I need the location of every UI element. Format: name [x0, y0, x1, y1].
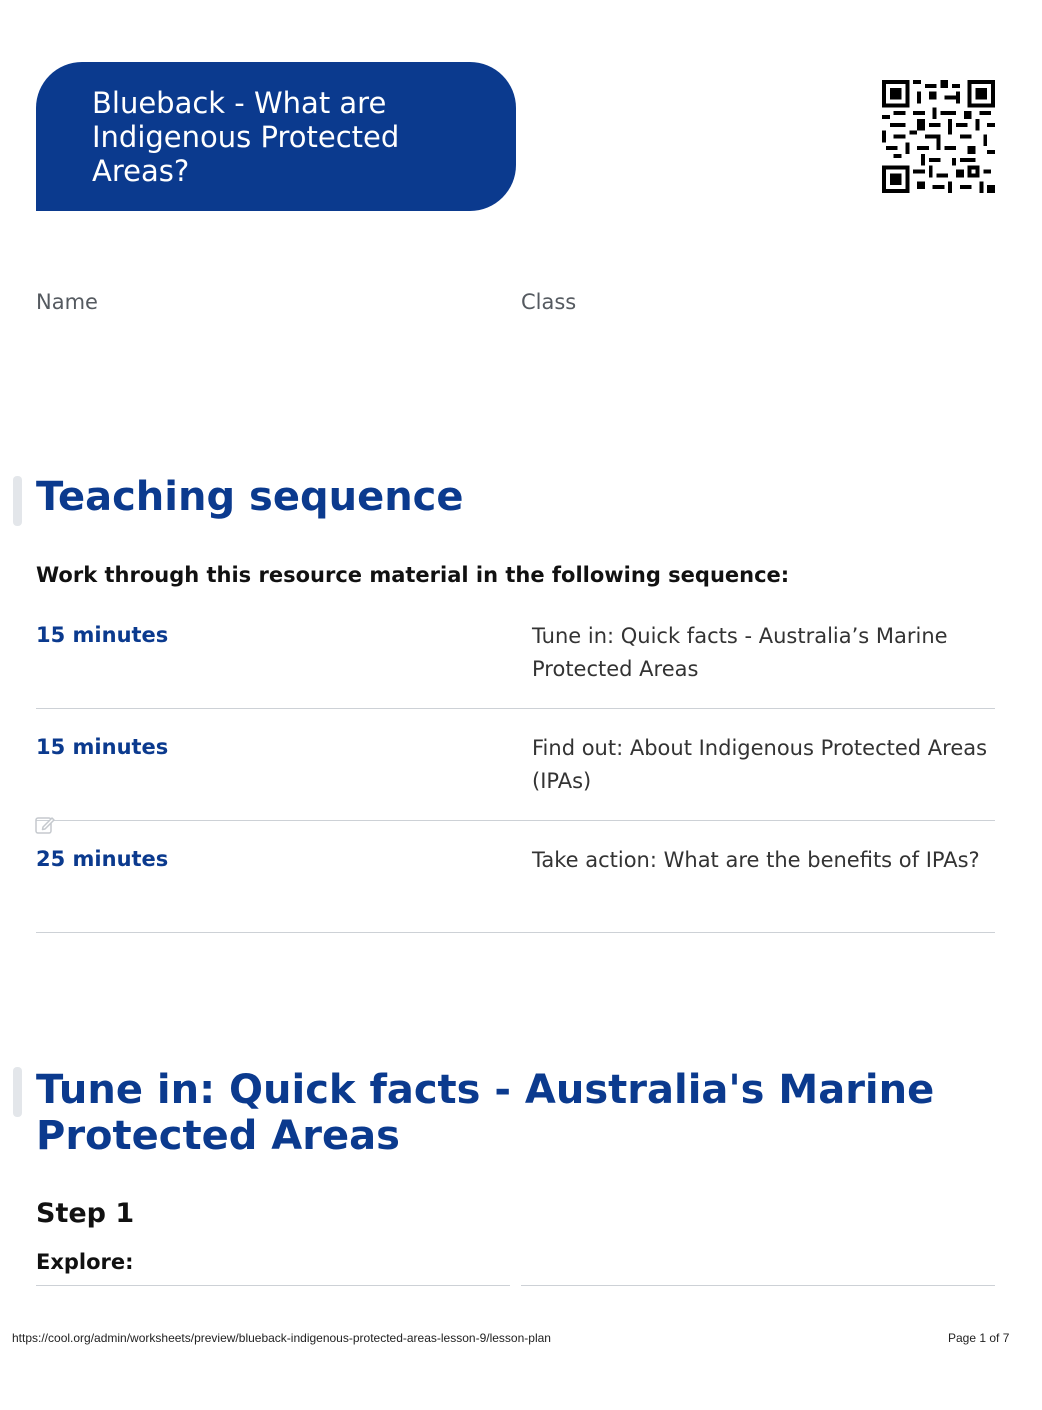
sequence-description: Tune in: Quick facts - Australia’s Marine Protected Areas [532, 624, 948, 681]
divider [36, 1285, 510, 1286]
teaching-sequence-heading: Teaching sequence [36, 474, 464, 520]
class-label: Class [521, 290, 577, 314]
page-number: Page 1 of 7 [948, 1331, 1010, 1345]
edit-icon[interactable] [32, 812, 58, 838]
sequence-row [36, 623, 995, 709]
sequence-row [36, 735, 995, 821]
qr-code-icon [882, 80, 995, 193]
sequence-intro: Work through this resource material in the following sequence: [36, 563, 790, 587]
explore-label: Explore: [36, 1250, 134, 1274]
sequence-description: Find out: About Indigenous Protected Areas (IPAs) [532, 736, 988, 793]
tune-in-heading: Tune in: Quick facts - Australia's Marine Protected Areas [36, 1067, 935, 1159]
sequence-description: Take action: What are the benefits of IPAs? [532, 848, 980, 872]
worksheet-title: Blueback - What are Indigenous Protected Areas? [92, 86, 400, 188]
footer-url: https://cool.org/admin/worksheets/preview/blueback-indigenous-protected-areas-lesson-9/lesson-plan [12, 1331, 551, 1345]
title-card [36, 62, 516, 211]
sequence-time: 15 minutes [36, 735, 169, 759]
name-label: Name [36, 290, 98, 314]
step-title: Step 1 [36, 1198, 135, 1229]
section-marker [13, 476, 22, 526]
divider [521, 1285, 995, 1286]
section-marker [13, 1067, 22, 1117]
sequence-time: 25 minutes [36, 847, 169, 871]
sequence-time: 15 minutes [36, 623, 169, 647]
sequence-row [36, 847, 995, 933]
